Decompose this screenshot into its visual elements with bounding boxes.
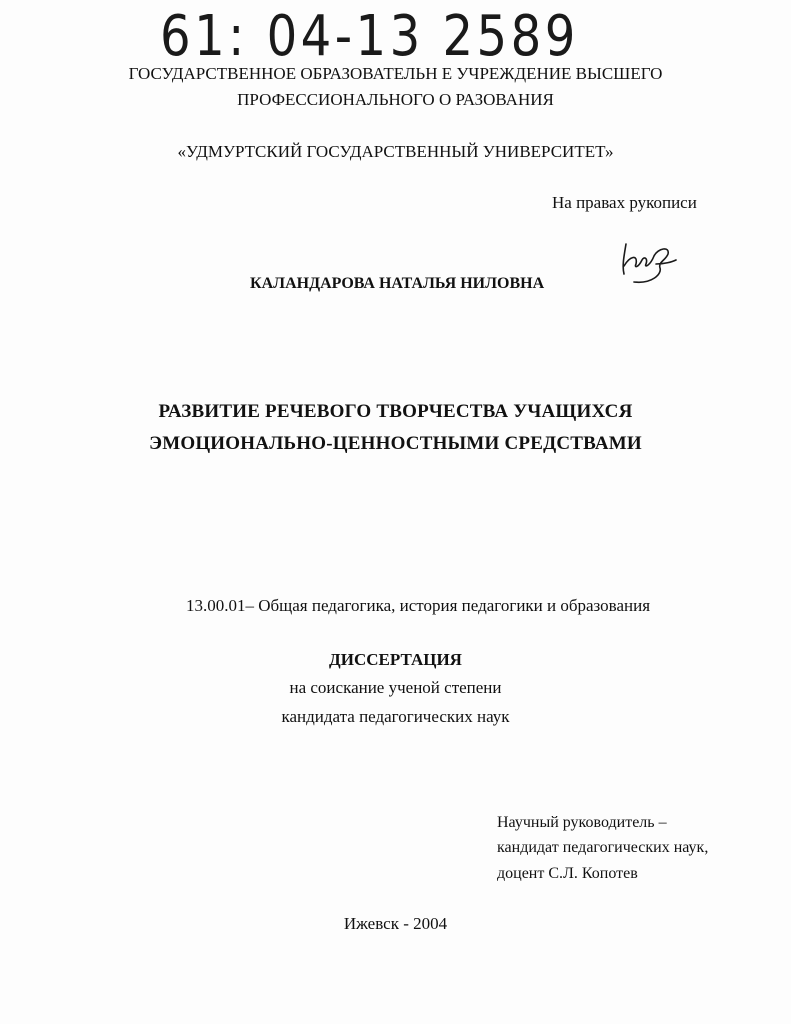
institution-line-1: ГОСУДАРСТВЕННОЕ ОБРАЗОВАТЕЛЬН Е УЧРЕЖДЕНИЕ ВЫСШЕГО bbox=[128, 64, 663, 83]
university-name: «УДМУРТСКИЙ ГОСУДАРСТВЕННЫЙ УНИВЕРСИТЕТ» bbox=[177, 142, 614, 161]
stamp-number-text: 61: 04-13 2589 bbox=[160, 4, 579, 69]
supervisor-name: доцент С.Л. Копотев bbox=[497, 865, 638, 882]
title-line-1: РАЗВИТИЕ РЕЧЕВОГО ТВОРЧЕСТВА УЧАЩИХСЯ bbox=[158, 401, 633, 422]
degree-line-1: на соискание ученой степени bbox=[289, 678, 502, 697]
institution-line-2: ПРОФЕССИОНАЛЬНОГО О РАЗОВАНИЯ bbox=[237, 90, 554, 109]
author-name: КАЛАНДАРОВА НАТАЛЬЯ НИЛОВНА bbox=[250, 275, 545, 292]
supervisor-label: Научный руководитель – bbox=[497, 814, 667, 831]
specialty: 13.00.01– Общая педагогика, история педагогики и образования bbox=[186, 596, 651, 615]
rights-note: На правах рукописи bbox=[552, 193, 697, 212]
title-line-2: ЭМОЦИОНАЛЬНО-ЦЕННОСТНЫМИ СРЕДСТВАМИ bbox=[149, 433, 642, 454]
degree-type: ДИССЕРТАЦИЯ bbox=[329, 650, 462, 669]
signature-mark bbox=[612, 238, 682, 290]
supervisor-degree: кандидат педагогических наук, bbox=[497, 839, 709, 856]
degree-line-2: кандидата педагогических наук bbox=[281, 707, 510, 726]
place-year: Ижевск - 2004 bbox=[343, 914, 448, 933]
